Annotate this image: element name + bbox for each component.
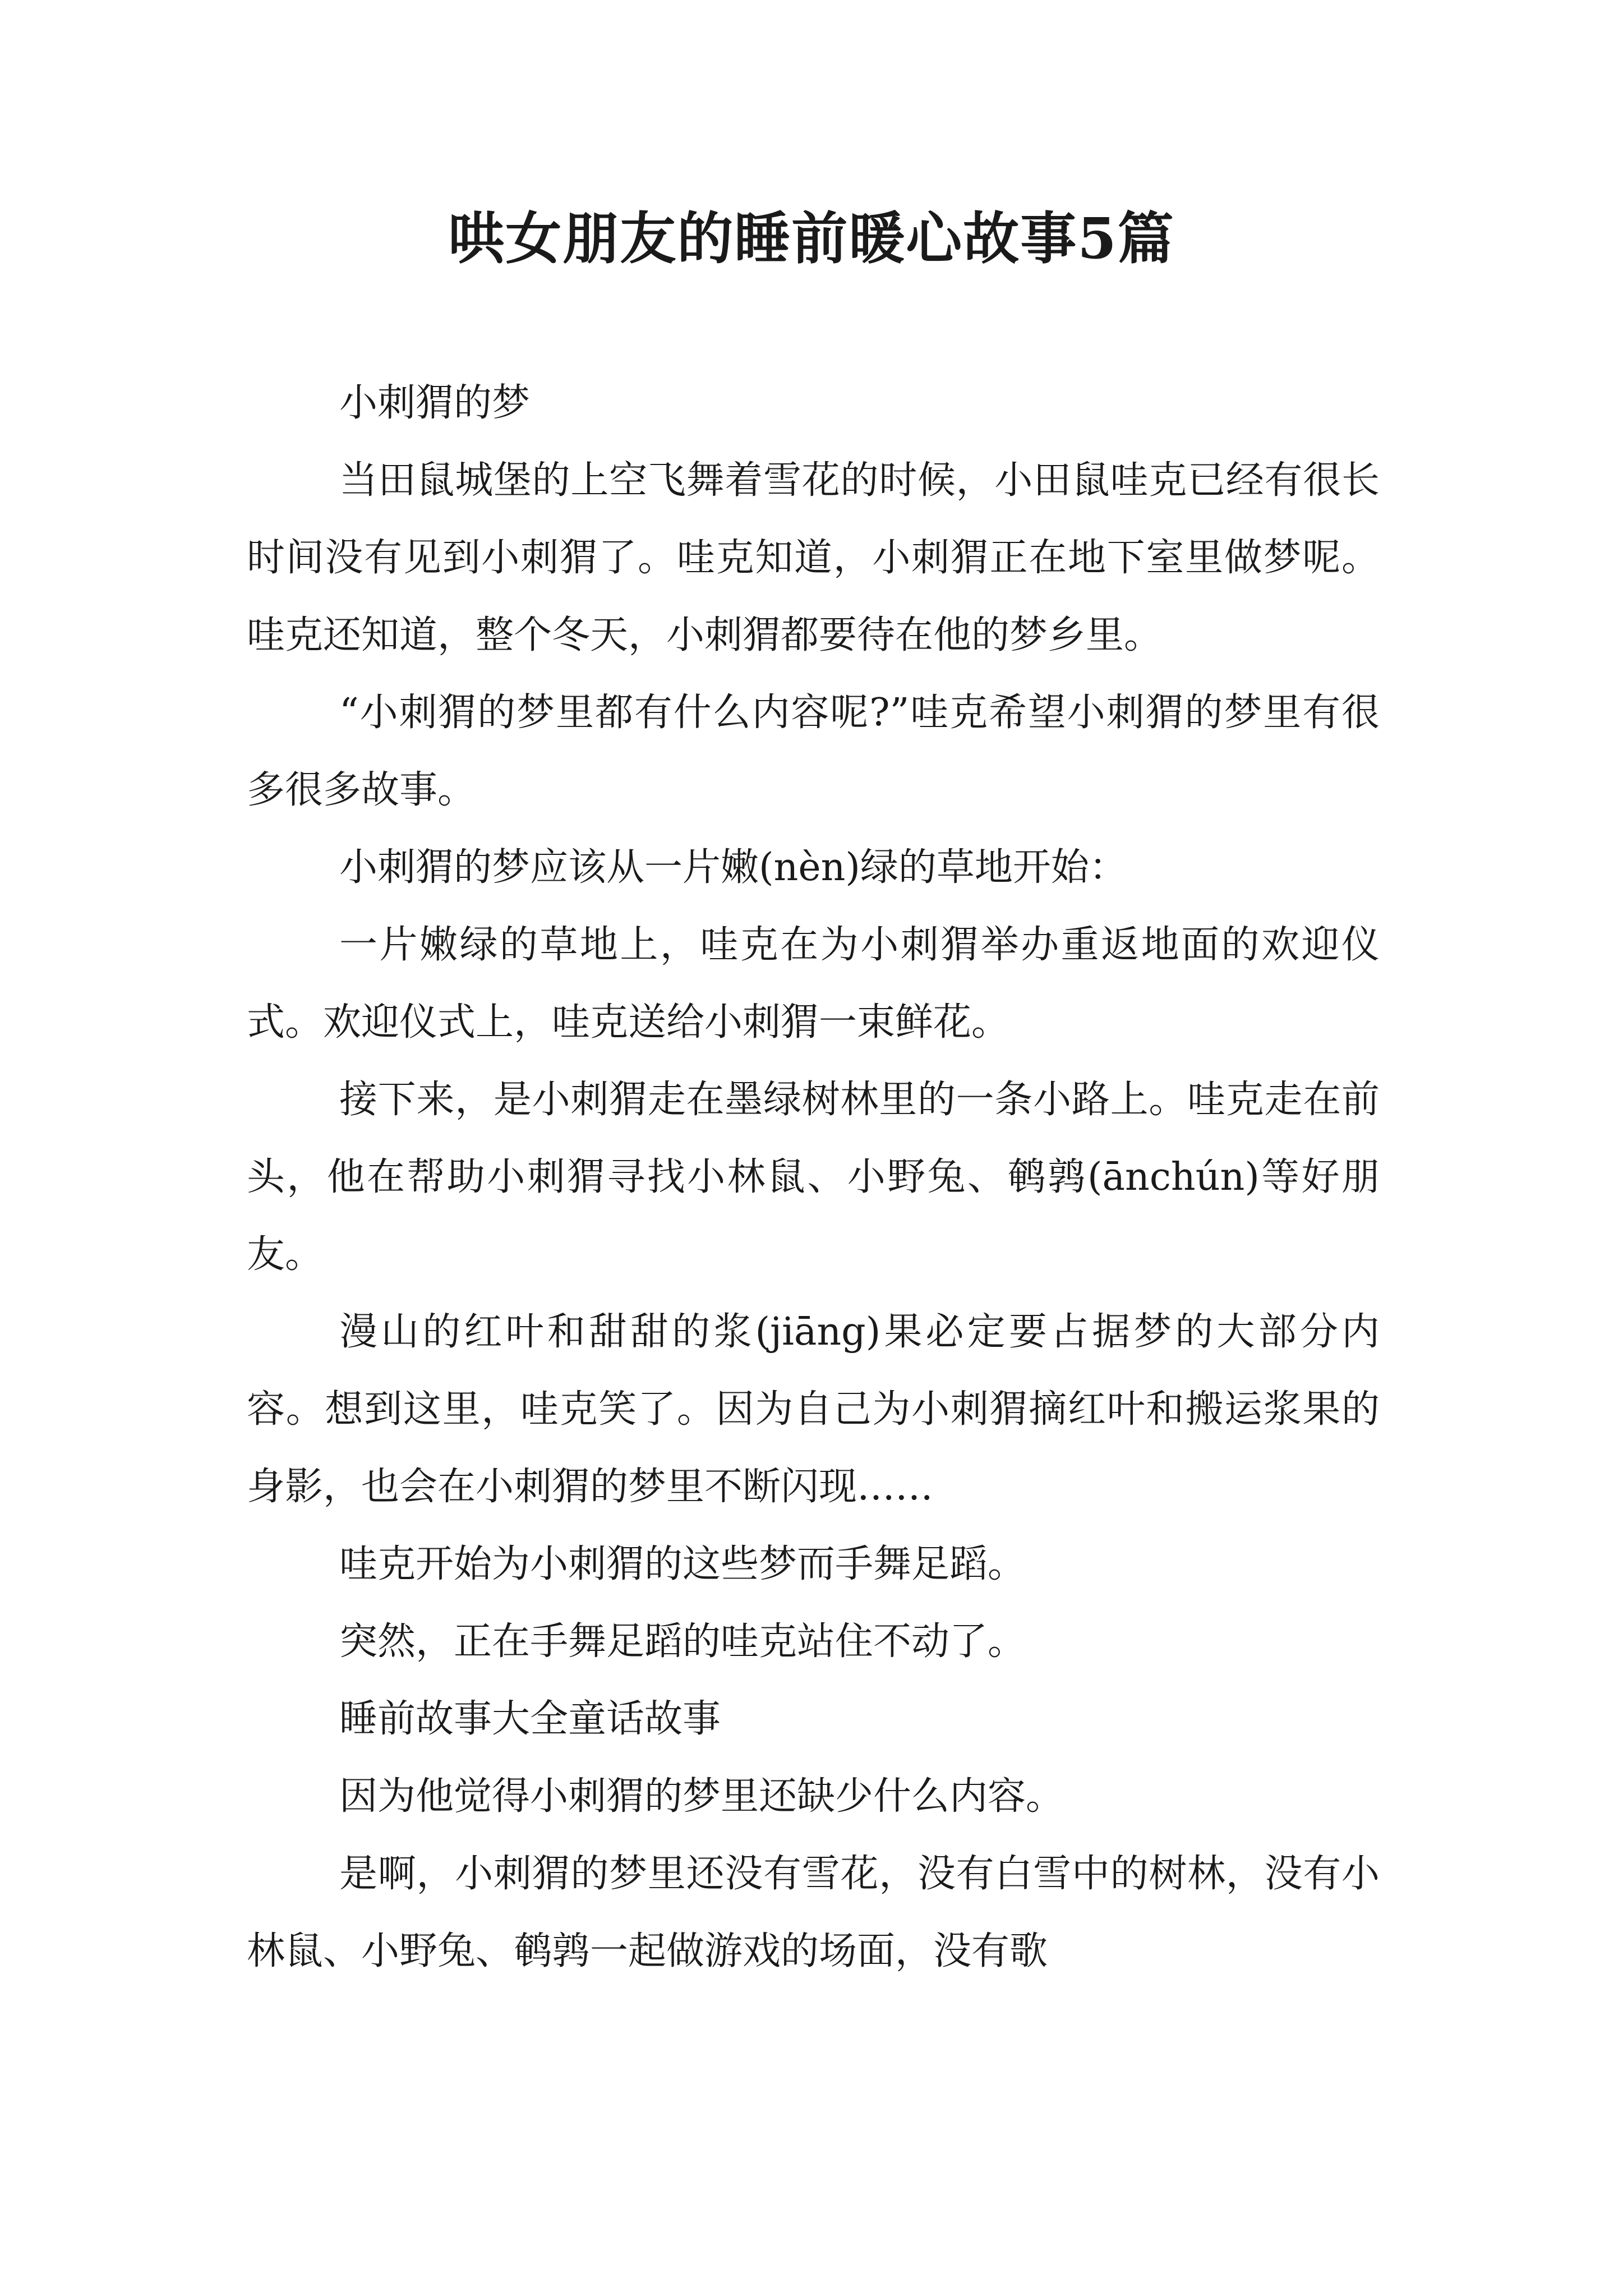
paragraph: 哇克开始为小刺猬的这些梦而手舞足蹈。 [339, 1542, 1026, 1586]
paragraph: 是啊，小刺猬的梦里还没有雪花，没有白雪中的树林，没有小林鼠、小野兔、鹌鹑一起做游戏的场面，没有歌 [247, 1852, 1380, 1973]
document-title: 哄女朋友的睡前暖心故事5篇 [448, 205, 1175, 272]
paragraph: 因为他觉得小刺猬的梦里还缺少什么内容。 [339, 1774, 1064, 1819]
paragraph: 突然，正在手舞足蹈的哇克站住不动了。 [339, 1619, 1026, 1664]
paragraph: 小刺猬的梦应该从一片嫩(nèn)绿的草地开始： [339, 845, 1127, 890]
story-heading: 小刺猬的梦 [339, 381, 531, 425]
section-note: 睡前故事大全童话故事 [339, 1697, 721, 1741]
document-body [247, 365, 1380, 1990]
paragraph: 一片嫩绿的草地上，哇克在为小刺猬举办重返地面的欢迎仪式。欢迎仪式上，哇克送给小刺猬一束鲜花。 [247, 923, 1380, 1045]
paragraph: 当田鼠城堡的上空飞舞着雪花的时候，小田鼠哇克已经有很长时间没有见到小刺猬了。哇克知道，小刺猬正在地下室里做梦呢。哇克还知道，整个冬天，小刺猬都要待在他的梦乡里。 [247, 458, 1380, 657]
paragraph: 接下来，是小刺猬走在墨绿树林里的一条小路上。哇克走在前头，他在帮助小刺猬寻找小林鼠、小野兔、鹌鹑(ānchún)等好朋友。 [247, 1078, 1380, 1277]
paragraph: “小刺猬的梦里都有什么内容呢?”哇克希望小刺猬的梦里有很多很多故事。 [247, 691, 1380, 812]
paragraph: 漫山的红叶和甜甜的浆(jiāng)果必定要占据梦的大部分内容。想到这里，哇克笑了。因为自己为小刺猬摘红叶和搬运浆果的身影，也会在小刺猬的梦里不断闪现…… [247, 1310, 1380, 1509]
